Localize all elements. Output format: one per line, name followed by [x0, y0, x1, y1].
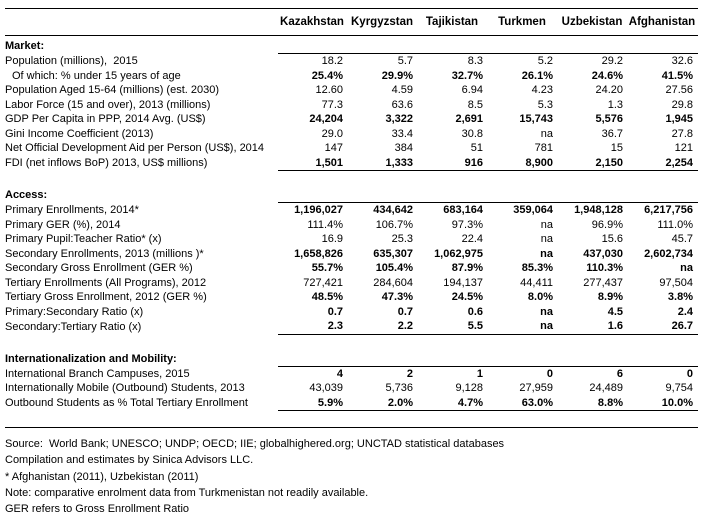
cell-value: 24.20 [595, 84, 623, 96]
cell-value: 5,736 [385, 382, 413, 394]
table-row [5, 141, 698, 156]
table-row [5, 98, 698, 113]
section-header-cell [488, 351, 558, 366]
spacer-cell [558, 171, 628, 188]
country-comparison-table [5, 8, 698, 411]
column-header-uzbekistan: Uzbekistan [558, 9, 628, 36]
cell-value: 27.8 [671, 127, 693, 140]
cell-value: 437,030 [583, 247, 623, 260]
cell-value: 12.60 [315, 84, 343, 96]
cell-value: na [540, 305, 553, 318]
row-label: Labor Force (15 and over), 2013 (millions) [5, 98, 211, 111]
table-row [5, 366, 698, 381]
section-header-cell [558, 188, 628, 203]
row-label: Primary Pupil:Teacher Ratio* (x) [5, 233, 162, 245]
row-label: Tertiary Gross Enrollment, 2012 (GER %) [5, 291, 207, 303]
cell-value: 106.7% [375, 218, 413, 231]
row-label-header [5, 9, 278, 36]
cell-value: 2,691 [455, 113, 483, 125]
cell-value: 15.6 [601, 233, 623, 245]
cell-value: 1.6 [558, 319, 628, 334]
row-label: Of which: % under 15 years of age [12, 69, 181, 82]
row-label: Primary GER (%), 2014 [5, 218, 121, 231]
cell-value: 32.6 [671, 55, 693, 67]
cell-value: 2.3 [278, 319, 348, 334]
section-header-cell [628, 351, 698, 366]
cell-value: 0 [546, 367, 553, 380]
cell-value: na [540, 127, 553, 140]
section-header-cell [348, 351, 418, 366]
table-row [5, 319, 698, 334]
cell-value: na [488, 319, 558, 334]
cell-value: 29.8 [671, 98, 693, 111]
cell-value: 85.3% [521, 262, 553, 274]
cell-value: 727,421 [303, 276, 343, 289]
section-title: Internationalization and Mobility: [5, 352, 177, 365]
section-header-cell [278, 188, 348, 203]
table-row [5, 83, 698, 98]
cell-value: 4.23 [531, 84, 553, 96]
table-row [5, 54, 698, 69]
cell-value: 9,754 [665, 382, 693, 394]
cell-value: 6,217,756 [644, 204, 693, 216]
cell-value: 1,658,826 [294, 247, 343, 260]
footnote-turkmenistan-note: Note: comparative enrolment data from Turkmenistan not readily available. [5, 486, 369, 499]
cell-value: 26.7 [628, 319, 698, 334]
table-row [5, 261, 698, 276]
cell-value: 111.4% [307, 218, 343, 231]
row-label: Primary:Secondary Ratio (x) [5, 305, 144, 318]
cell-value: 36.7 [601, 127, 623, 140]
cell-value: 24.5% [451, 291, 483, 303]
cell-value: 30.8 [461, 127, 483, 140]
section-header-cell [628, 36, 698, 54]
cell-value: 24,489 [589, 382, 623, 394]
cell-value: 44,411 [520, 276, 553, 289]
section-header-cell [558, 351, 628, 366]
cell-value: 5.5 [418, 319, 488, 334]
cell-value: 24,204 [309, 113, 343, 125]
table-row [5, 127, 698, 142]
cell-value: 284,604 [373, 276, 413, 289]
section-header-cell [488, 36, 558, 54]
cell-value: 8.5 [467, 98, 483, 111]
cell-value: 27,959 [519, 382, 553, 394]
spacer-cell [278, 171, 348, 188]
cell-value: 22.4 [461, 233, 483, 245]
cell-value: 26.1% [521, 69, 553, 82]
footnote-ger-definition: GER refers to Gross Enrollment Ratio [5, 503, 190, 516]
cell-value: 0.7 [397, 305, 413, 318]
cell-value: 683,164 [443, 204, 483, 216]
cell-value: 277,437 [583, 276, 623, 289]
spacer-cell [348, 334, 418, 351]
section-header-row [5, 351, 698, 366]
cell-value: 43,039 [309, 382, 343, 394]
table-row [5, 276, 698, 291]
table-row [5, 396, 698, 411]
section-header-cell [418, 351, 488, 366]
cell-value: 359,064 [513, 204, 553, 216]
section-header-cell [278, 36, 348, 54]
row-label: Outbound Students as % Total Tertiary Enrollment [5, 397, 248, 409]
cell-value: 97,504 [659, 276, 693, 289]
cell-value: 8.3 [467, 55, 483, 67]
cell-value: 51 [470, 142, 483, 154]
cell-value: 635,307 [373, 247, 413, 260]
cell-value: 781 [534, 142, 553, 154]
row-label: Secondary Gross Enrollment (GER %) [5, 262, 193, 274]
cell-value: 15 [610, 142, 623, 154]
cell-value: 2,602,734 [644, 247, 693, 260]
section-spacer [5, 171, 698, 188]
cell-value: 194,137 [443, 276, 483, 289]
cell-value: 6 [616, 367, 623, 380]
cell-value: 87.9% [451, 262, 483, 274]
row-label: Net Official Development Aid per Person (US$), 2014 [5, 142, 265, 154]
cell-value: 2.2 [348, 319, 418, 334]
cell-value: 4.5 [607, 305, 623, 318]
section-title: Access: [5, 189, 48, 201]
cell-value: 0.6 [467, 305, 483, 318]
section-header-cell [558, 36, 628, 54]
table-row [5, 305, 698, 320]
cell-value: na [540, 247, 553, 260]
cell-value: 1,948,128 [574, 204, 623, 216]
table-row [5, 218, 698, 233]
cell-value: 5.7 [397, 55, 413, 67]
cell-value: 121 [674, 142, 693, 154]
cell-value: 916 [418, 156, 488, 171]
cell-value: 18.2 [321, 55, 343, 67]
cell-value: 97.3% [451, 218, 483, 231]
cell-value: 4.59 [391, 84, 413, 96]
cell-value: 1,062,975 [434, 247, 483, 260]
cell-value: 25.3 [391, 233, 413, 245]
cell-value: 16.9 [321, 233, 343, 245]
table-row [5, 69, 698, 84]
column-header-kyrgyzstan: Kyrgyzstan [348, 9, 418, 36]
footnote-source: Source: World Bank; UNESCO; UNDP; OECD; IIE; globalhighered.org; UNCTAD statistical databases [5, 438, 505, 450]
cell-value: 29.9% [381, 69, 413, 82]
cell-value: 2 [406, 367, 413, 380]
footnote-asterisk-years: * Afghanistan (2011), Uzbekistan (2011) [5, 470, 199, 483]
spacer-cell [418, 334, 488, 351]
section-header-cell [348, 188, 418, 203]
cell-value: 47.3% [381, 291, 413, 303]
cell-value: 4.7% [418, 396, 488, 411]
cell-value: 8.0% [527, 291, 553, 303]
cell-value: 29.0 [321, 127, 343, 140]
column-header-turkmen: Turkmen [488, 9, 558, 36]
row-label: Secondary Enrollments, 2013 (millions )* [5, 247, 204, 260]
cell-value: 147 [324, 142, 343, 154]
spacer-cell [348, 171, 418, 188]
cell-value: 111.0% [657, 218, 693, 231]
cell-value: 45.7 [671, 233, 693, 245]
cell-value: 15,743 [519, 113, 553, 125]
section-header-cell [278, 351, 348, 366]
cell-value: 2.0% [348, 396, 418, 411]
cell-value: 41.5% [661, 69, 693, 82]
table-row [5, 247, 698, 262]
spacer-cell [278, 334, 348, 351]
row-label: GDP Per Capita in PPP, 2014 Avg. (US$) [5, 113, 206, 125]
table-row [5, 156, 698, 171]
cell-value: 96.9% [591, 218, 623, 231]
section-header-row [5, 188, 698, 203]
cell-value: 10.0% [628, 396, 698, 411]
table-row [5, 290, 698, 305]
cell-value: 1.3 [607, 98, 623, 111]
cell-value: 4 [336, 367, 343, 380]
cell-value: 3.8% [667, 291, 693, 303]
cell-value: 63.0% [488, 396, 558, 411]
spacer-cell [628, 171, 698, 188]
spacer-cell [488, 171, 558, 188]
cell-value: 384 [394, 142, 413, 154]
section-header-cell [418, 188, 488, 203]
row-label: FDI (net inflows BoP) 2013, US$ millions) [5, 157, 208, 169]
cell-value: 8.8% [558, 396, 628, 411]
cell-value: 33.4 [391, 127, 413, 140]
row-label: Population (millions), 2015 [5, 55, 138, 67]
cell-value: 5.9% [278, 396, 348, 411]
cell-value: 8.9% [597, 291, 623, 303]
cell-value: 5.2 [537, 55, 553, 67]
cell-value: 110.3% [586, 262, 623, 274]
cell-value: 32.7% [451, 69, 483, 82]
table-row [5, 232, 698, 247]
cell-value: 55.7% [311, 262, 343, 274]
section-header-cell [418, 36, 488, 54]
cell-value: 2,150 [558, 156, 628, 171]
cell-value: 2,254 [628, 156, 698, 171]
section-spacer [5, 334, 698, 351]
row-label: International Branch Campuses, 2015 [5, 367, 190, 380]
cell-value: 6.94 [461, 84, 483, 96]
cell-value: 0.7 [327, 305, 343, 318]
section-header-cell [628, 188, 698, 203]
cell-value: 24.6% [591, 69, 623, 82]
spacer-cell [418, 171, 488, 188]
cell-value: 77.3 [321, 98, 343, 111]
cell-value: 9,128 [455, 382, 483, 394]
cell-value: na [540, 218, 553, 231]
column-header-row [5, 9, 698, 36]
cell-value: 1,196,027 [294, 204, 343, 216]
spacer-cell [5, 334, 278, 351]
table-row [5, 112, 698, 127]
cell-value: 434,642 [373, 204, 413, 216]
cell-value: 2.4 [677, 305, 693, 318]
row-label: Primary Enrollments, 2014* [5, 204, 139, 216]
table-row [5, 381, 698, 396]
cell-value: 3,322 [385, 113, 413, 125]
spacer-cell [628, 334, 698, 351]
cell-value: 1 [476, 367, 483, 380]
cell-value: 48.5% [311, 291, 343, 303]
row-label: Gini Income Coefficient (2013) [5, 127, 154, 140]
row-label: Population Aged 15-64 (millions) (est. 2030) [5, 84, 220, 96]
cell-value: 5.3 [537, 98, 553, 111]
cell-value: 63.6 [391, 98, 413, 111]
cell-value: 27.56 [665, 84, 693, 96]
section-header-cell [348, 36, 418, 54]
column-header-tajikistan: Tajikistan [418, 9, 488, 36]
cell-value: 5,576 [595, 113, 623, 125]
cell-value: 29.2 [601, 55, 623, 67]
cell-value: 105.4% [375, 262, 413, 274]
column-header-kazakhstan: Kazakhstan [278, 9, 348, 36]
row-label: Secondary:Tertiary Ratio (x) [5, 320, 142, 333]
table-row [5, 203, 698, 218]
column-header-afghanistan: Afghanistan [628, 9, 698, 36]
footnote-compilation: Compilation and estimates by Sinica Advisors LLC. [5, 454, 254, 467]
spacer-cell [5, 171, 278, 188]
row-label: Internationally Mobile (Outbound) Students, 2013 [5, 382, 245, 394]
cell-value: na [680, 262, 693, 274]
section-title: Market: [5, 40, 45, 52]
spacer-cell [558, 334, 628, 351]
cell-value: na [540, 233, 553, 245]
cell-value: 0 [686, 367, 693, 380]
spacer-cell [488, 334, 558, 351]
cell-value: 25.4% [311, 69, 343, 82]
cell-value: 1,501 [278, 156, 348, 171]
section-header-row [5, 36, 698, 54]
row-label: Tertiary Enrollments (All Programs), 2012 [5, 276, 207, 289]
cell-value: 8,900 [488, 156, 558, 171]
section-header-cell [488, 188, 558, 203]
cell-value: 1,945 [665, 113, 693, 125]
footnotes-block [5, 427, 698, 517]
cell-value: 1,333 [348, 156, 418, 171]
